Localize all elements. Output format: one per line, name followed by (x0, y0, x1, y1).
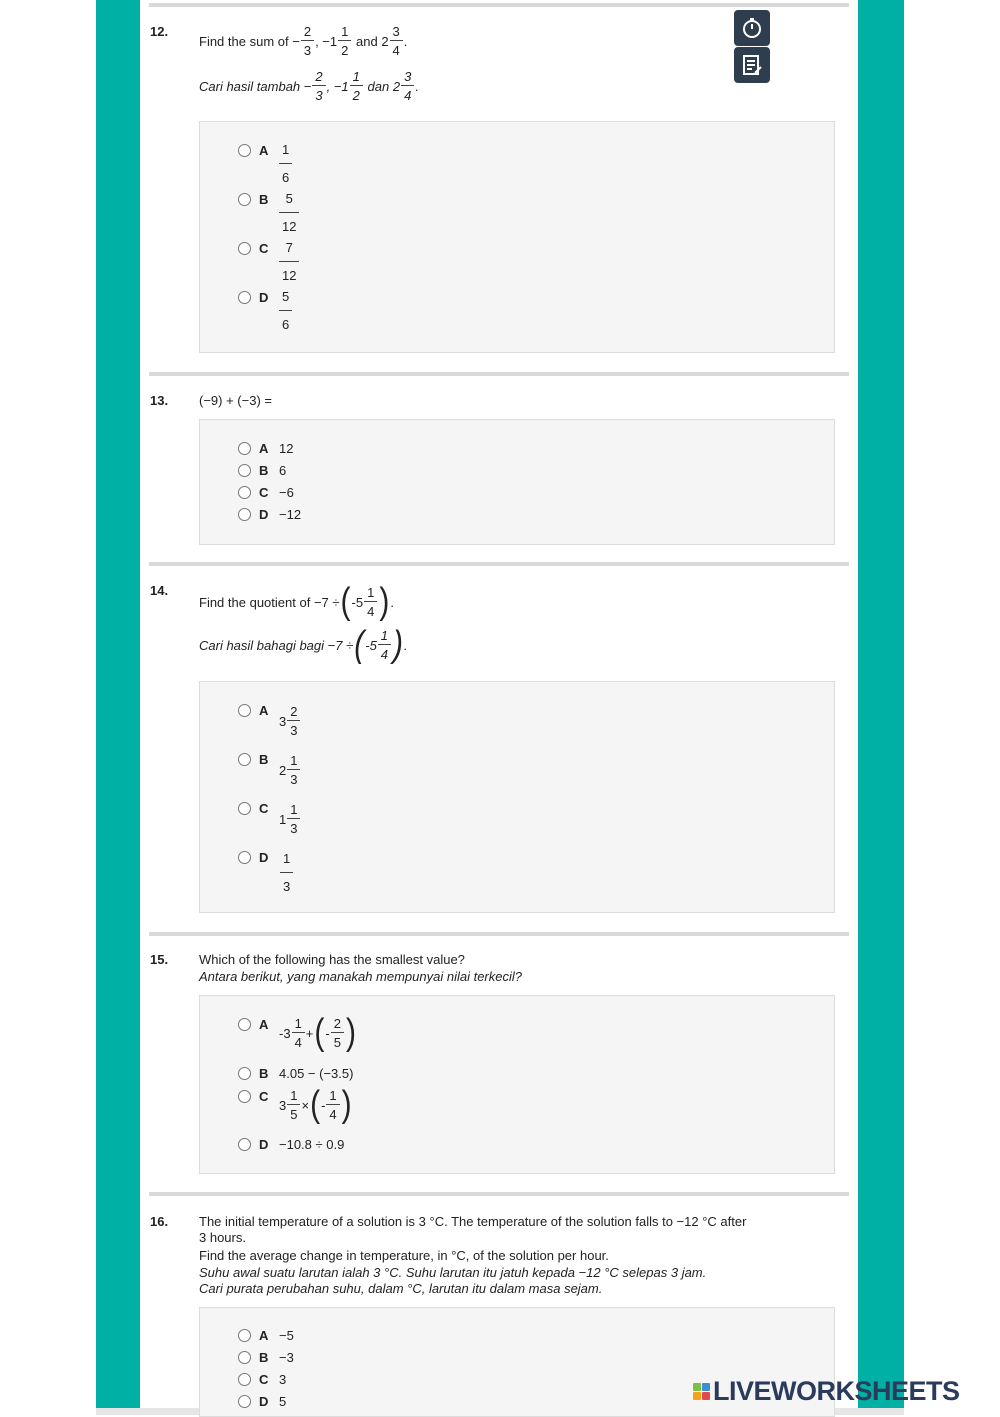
option-d[interactable] (238, 507, 301, 522)
option-value: −6 (279, 485, 294, 500)
question-number: 13. (150, 393, 169, 408)
radio-button[interactable] (238, 1373, 251, 1386)
option-letter: C (259, 485, 269, 500)
denominator: 6 (279, 310, 292, 331)
denominator: 5 (331, 1032, 344, 1049)
option-value: 4.05 − (−3.5) (279, 1066, 354, 1081)
radio-button[interactable] (238, 704, 251, 717)
denominator: 3 (287, 769, 300, 786)
option-a[interactable]: A -3 $\frac{1}{4}$ + ( - $\frac{2}{5}$ ) (238, 1017, 357, 1049)
question-text-en: Find the average change in temperature, in °C, of the solution per hour. (199, 1248, 609, 1263)
option-letter: B (259, 1066, 269, 1081)
text: and (355, 33, 378, 49)
denominator: 6 (279, 163, 292, 184)
text: − (292, 33, 300, 49)
option-d[interactable] (238, 290, 293, 331)
divider (149, 1192, 849, 1196)
option-letter: D (259, 507, 269, 522)
numerator: 1 (329, 1088, 337, 1103)
option-letter: C (259, 801, 269, 816)
option-letter: A (259, 1017, 269, 1032)
option-value: −12 (279, 507, 302, 522)
option-d[interactable] (238, 1394, 286, 1409)
logo-mark-icon (693, 1383, 710, 1400)
whole: -5 (351, 594, 364, 610)
timer-button[interactable] (734, 10, 770, 46)
whole: -5 (365, 637, 377, 653)
option-b[interactable] (238, 463, 286, 478)
radio-button[interactable] (238, 1351, 251, 1364)
answer-box (199, 121, 835, 353)
denominator: 4 (401, 85, 414, 102)
numerator: 1 (367, 585, 375, 600)
numerator: 1 (290, 802, 298, 817)
option-c[interactable] (238, 801, 301, 835)
question-text-ms: Cari hasil bahagi bagi −7 ÷ ( -5 $\frac{1}{4}$ ) . (199, 623, 408, 665)
radio-button[interactable] (238, 242, 251, 255)
denominator: 4 (292, 1032, 305, 1049)
numerator: 2 (333, 1016, 341, 1031)
radio-button[interactable] (238, 1018, 251, 1031)
option-letter: D (259, 1394, 269, 1409)
left-border (96, 0, 140, 1410)
option-c[interactable] (238, 1372, 286, 1387)
denominator: 5 (287, 1104, 300, 1121)
option-a[interactable] (238, 143, 293, 184)
denominator: 3 (287, 720, 300, 737)
denominator: 3 (312, 85, 325, 102)
denominator: 4 (390, 40, 403, 57)
option-letter: B (259, 463, 269, 478)
option-d[interactable] (238, 850, 294, 893)
question-text: (−9) + (−3) = (199, 393, 272, 408)
denominator: 4 (364, 601, 377, 618)
numerator: 7 (285, 240, 293, 255)
option-letter: C (259, 1089, 269, 1104)
text: −7 ÷ (313, 594, 340, 610)
radio-button[interactable] (238, 1395, 251, 1408)
question-text-ms: Suhu awal suatu larutan ialah 3 °C. Suhu larutan itu jatuh kepada −12 °C selepas 3 jam. (199, 1265, 707, 1280)
option-b[interactable] (238, 1350, 294, 1365)
question-text-ms: Antara berikut, yang manakah mempunyai nilai terkecil? (199, 969, 523, 984)
option-value: 12 (279, 441, 294, 456)
radio-button[interactable] (238, 144, 251, 157)
option-letter: D (259, 1137, 269, 1152)
option-b[interactable] (238, 752, 301, 786)
question-text-ms: Cari purata perubahan suhu, dalam °C, larutan itu dalam masa sejam. (199, 1281, 603, 1296)
radio-button[interactable] (238, 1329, 251, 1342)
divider (149, 932, 849, 936)
whole: 2 (392, 78, 401, 94)
clock-icon (741, 17, 763, 39)
denominator: 3 (287, 818, 300, 835)
radio-button[interactable] (238, 1067, 251, 1080)
whole: -3 (279, 1025, 291, 1041)
question-text-en: Which of the following has the smallest value? (199, 952, 465, 967)
numerator: 2 (315, 69, 323, 84)
numerator: 1 (294, 1016, 302, 1031)
radio-button[interactable] (238, 464, 251, 477)
option-letter: D (259, 850, 269, 865)
option-letter: B (259, 752, 269, 767)
question-number: 14. (150, 583, 169, 598)
option-letter: A (259, 441, 269, 456)
radio-button[interactable] (238, 442, 251, 455)
option-letter: D (259, 290, 269, 305)
denominator: 2 (338, 40, 351, 57)
text: Cari hasil bahagi bagi (199, 637, 325, 653)
option-letter: B (259, 192, 269, 207)
question-text-en: 3 hours. (199, 1230, 246, 1245)
whole: −1 (333, 78, 349, 94)
denominator: 12 (279, 212, 299, 233)
option-letter: C (259, 1372, 269, 1387)
liveworksheets-logo (693, 1376, 960, 1407)
whole: 2 (381, 33, 389, 49)
option-d[interactable] (238, 1137, 344, 1152)
right-border (858, 0, 904, 1410)
text: Cari hasil tambah (199, 78, 301, 94)
option-letter: C (259, 241, 269, 256)
numerator: 1 (380, 628, 389, 643)
notes-icon (741, 54, 763, 76)
radio-button[interactable] (238, 1090, 251, 1103)
radio-button[interactable] (238, 753, 251, 766)
numerator: 1 (282, 142, 290, 157)
question-text-ms: Cari hasil tambah − $\frac{2}{3}$ , −1 $\frac{1}{2}$ dan 2 $\frac{3}{4}$ . (199, 69, 419, 103)
denominator: 2 (350, 85, 363, 102)
option-value: 5 (279, 1394, 287, 1409)
question-text-en: The initial temperature of a solution is 3 °C. The temperature of the solution falls to −12 °C after (199, 1214, 747, 1229)
numerator: 3 (404, 69, 412, 84)
radio-button[interactable] (238, 193, 251, 206)
question-number: 12. (150, 24, 169, 39)
option-a[interactable] (238, 441, 293, 456)
text: − (303, 78, 312, 94)
option-letter: A (259, 1328, 269, 1343)
denominator: 4 (326, 1104, 339, 1121)
denominator: 12 (279, 261, 299, 282)
option-c[interactable]: C 3 $\frac{1}{5}$ × ( - $\frac{1}{4}$ ) (238, 1089, 353, 1121)
numerator: 1 (290, 753, 298, 768)
radio-button[interactable] (238, 486, 251, 499)
text: Find the sum of (199, 33, 289, 49)
option-a[interactable] (238, 1328, 294, 1343)
text: Find the quotient of (199, 594, 311, 610)
question-text-en: Find the quotient of −7 ÷ ( -5 $\frac{1}{4}$ ) . (199, 580, 394, 622)
option-value: −10.8 ÷ 0.9 (279, 1137, 345, 1152)
divider (149, 3, 849, 7)
numerator: 5 (282, 289, 290, 304)
whole: 2 (279, 762, 287, 778)
numerator: 1 (283, 851, 291, 866)
radio-button[interactable] (238, 802, 251, 815)
answer-box (199, 419, 835, 545)
denominator: 3 (301, 40, 314, 57)
whole: 1 (279, 811, 287, 827)
option-c[interactable] (238, 485, 294, 500)
radio-button[interactable] (238, 508, 251, 521)
numerator: 2 (303, 24, 312, 39)
numerator: 1 (341, 24, 349, 39)
option-value: −3 (279, 1350, 294, 1365)
numerator: 1 (352, 69, 360, 84)
option-value: 6 (279, 463, 287, 478)
question-number: 16. (150, 1214, 169, 1229)
option-value: 3 (279, 1372, 287, 1387)
radio-button[interactable] (238, 851, 251, 864)
whole: −1 (322, 33, 338, 49)
option-letter: B (259, 1350, 269, 1365)
radio-button[interactable] (238, 1138, 251, 1151)
operator: × (301, 1097, 310, 1113)
option-a[interactable] (238, 703, 301, 737)
option-c[interactable] (238, 241, 300, 282)
sign: - (321, 1097, 326, 1113)
numerator: 2 (290, 704, 298, 719)
text: dan (367, 78, 390, 94)
denominator: 4 (378, 644, 391, 661)
question-number: 15. (150, 952, 169, 967)
option-value: −5 (279, 1328, 294, 1343)
text: −7 ÷ (327, 637, 354, 653)
divider (149, 562, 849, 566)
option-letter: A (259, 703, 269, 718)
numerator: 3 (392, 24, 400, 39)
option-b[interactable] (238, 1066, 353, 1081)
operator: + (305, 1025, 314, 1041)
question-text-en: Find the sum of − $\frac{2}{3}$ , −1 $\frac{1}{2}$ and 2 $\frac{3}{4}$ . (199, 24, 408, 58)
numerator: 1 (290, 1088, 298, 1103)
option-b[interactable] (238, 192, 300, 233)
notes-button[interactable] (734, 47, 770, 83)
denominator: 3 (280, 872, 293, 893)
sign: - (325, 1025, 330, 1041)
logo-text: LIVEWORKSHEETS (713, 1376, 960, 1406)
radio-button[interactable] (238, 291, 251, 304)
whole: 3 (279, 713, 287, 729)
option-letter: A (259, 143, 269, 158)
divider (149, 372, 849, 376)
whole: 3 (279, 1097, 287, 1113)
numerator: 5 (285, 191, 293, 206)
